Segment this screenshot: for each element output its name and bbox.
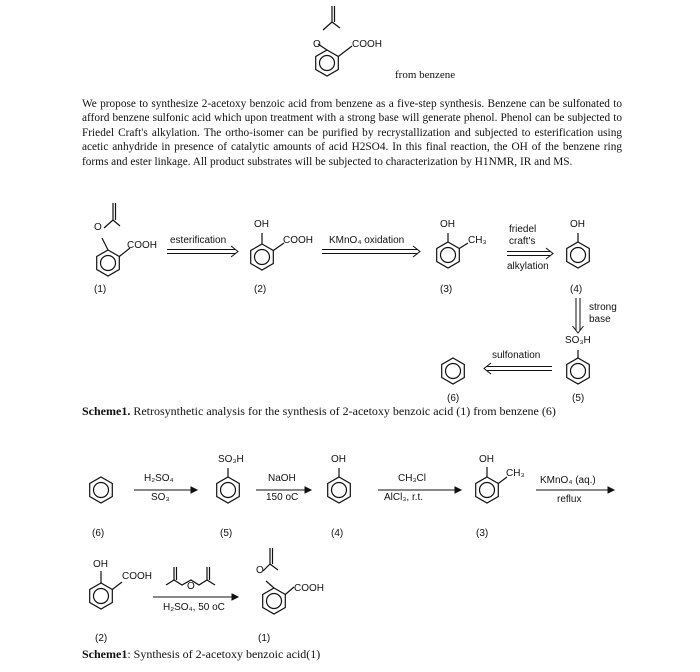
fwd-num-1: (1) bbox=[258, 633, 271, 644]
fwd-num-2: (2) bbox=[95, 633, 108, 644]
reagent-ch3cl: CH₃Cl bbox=[398, 473, 426, 484]
retro4-oh: OH bbox=[570, 219, 585, 230]
scheme1-caption bbox=[82, 404, 556, 419]
fwd1-cooh: COOH bbox=[294, 583, 324, 594]
fwd-compound-4 bbox=[328, 468, 351, 503]
reagent-h2so4: H₂SO₄ bbox=[144, 473, 174, 484]
retro1-o: O bbox=[94, 222, 102, 233]
fwd2-cooh: COOH bbox=[122, 571, 152, 582]
fwd-num-4: (4) bbox=[331, 528, 344, 539]
scheme1-caption-text: Retrosynthetic analysis for the synthesis of 2-acetoxy benzoic acid (1) from benzene (6) bbox=[130, 404, 556, 418]
aspirin-top-structure bbox=[316, 6, 352, 76]
reagent-alcl3: AlCl₃, r.t. bbox=[384, 492, 424, 503]
retro-compound-4 bbox=[567, 233, 590, 268]
fwd-num-3: (3) bbox=[476, 528, 489, 539]
fwd2-oh: OH bbox=[93, 559, 108, 570]
reagent-reflux: reflux bbox=[557, 494, 582, 505]
retro-compound-2 bbox=[251, 233, 284, 270]
retro-compound-3 bbox=[437, 233, 468, 268]
arrow-base-label: base bbox=[589, 314, 611, 325]
fwd-compound-2 bbox=[90, 571, 122, 609]
fwd1-o: O bbox=[256, 565, 264, 576]
scheme2-caption bbox=[82, 647, 320, 662]
retro2-cooh: COOH bbox=[283, 235, 313, 246]
retro-compound-6 bbox=[442, 358, 465, 384]
fwd3-oh: OH bbox=[479, 454, 494, 465]
intro-paragraph: We propose to synthesize 2-acetoxy benzoic acid from benzene as a five-step synthesis. Benzene can be sulfonated to afford benzene sulfonic acid which upon treatment with a strong base will generate phenol. Phenol can be subjected to Friedel Craft's alkylation. The ortho-isomer can be purified by recrystallization and subjected to esterification using acetic anhydride in presence of catalytic amounts of acid H2SO4. In this final reaction, the OH of the benzene ring forms and ester linkage. All product substrates will be subjected to characterization by H1NMR, IR and MS. bbox=[82, 98, 622, 168]
top-ester-o: O bbox=[313, 39, 321, 50]
fwd4-oh: OH bbox=[331, 454, 346, 465]
arrow-friedel-label: friedel bbox=[509, 224, 537, 235]
retro1-cooh: COOH bbox=[127, 240, 157, 251]
reagent-kmno4: KMnO₄ (aq.) bbox=[540, 475, 596, 486]
retro-num-1: (1) bbox=[94, 284, 107, 295]
retro2-oh: OH bbox=[254, 219, 269, 230]
fwd-num-5: (5) bbox=[220, 528, 233, 539]
fwd-compound-3 bbox=[476, 467, 507, 503]
retro-num-4: (4) bbox=[570, 284, 583, 295]
fwd-compound-1 bbox=[263, 548, 294, 614]
retro-compound-1 bbox=[97, 203, 130, 276]
reagent-h2so4-50: H₂SO₄, 50 oC bbox=[163, 602, 225, 613]
retro-num-2: (2) bbox=[254, 284, 267, 295]
retro-num-3: (3) bbox=[440, 284, 453, 295]
retro-compound-5 bbox=[567, 350, 590, 384]
arrow-sulfonation-label: sulfonation bbox=[492, 350, 541, 361]
arrow-esterification-label: esterification bbox=[170, 235, 227, 246]
retro-num-5: (5) bbox=[572, 393, 585, 404]
retro-num-6: (6) bbox=[447, 393, 460, 404]
fwd-num-6: (6) bbox=[92, 528, 105, 539]
scheme2-caption-bold: Scheme1 bbox=[82, 647, 128, 661]
retro5-so3h: SO₃H bbox=[565, 335, 591, 346]
arrow-kmno4-label: KMnO₄ oxidation bbox=[329, 235, 405, 246]
anhydride-o: O bbox=[187, 581, 195, 592]
reagent-naoh: NaOH bbox=[268, 473, 296, 484]
top-cooh-label: COOH bbox=[352, 39, 382, 50]
fwd3-ch3: CH₃ bbox=[506, 468, 525, 479]
retro3-oh: OH bbox=[440, 219, 455, 230]
fwd-compound-5 bbox=[217, 468, 240, 503]
fwd5-so3h: SO₃H bbox=[218, 454, 244, 465]
arrow-crafts-label: craft's bbox=[509, 236, 536, 247]
arrow-strong-label: strong bbox=[589, 302, 617, 313]
from-benzene-label: from benzene bbox=[395, 69, 456, 81]
arrow-alkylation-label: alkylation bbox=[507, 261, 549, 272]
fwd-compound-6 bbox=[90, 477, 113, 503]
forward-arrows bbox=[134, 487, 614, 600]
scheme2-caption-text: : Synthesis of 2-acetoxy benzoic acid(1) bbox=[127, 647, 321, 661]
scheme1-caption-bold: Scheme1. bbox=[82, 404, 131, 418]
retro3-ch3: CH₃ bbox=[468, 235, 487, 246]
reagent-temp: 150 oC bbox=[266, 492, 299, 503]
reagent-so3: SO₃ bbox=[151, 492, 170, 503]
